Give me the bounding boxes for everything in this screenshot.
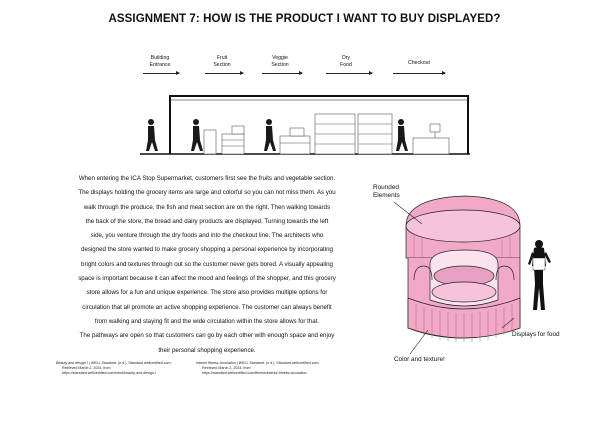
paragraph-line: circulation that all promote an active shopping experience. The customer can always benefit — [82, 303, 332, 311]
paragraph-line: When entering the ICA Stop Supermarket, customers first see the fruits and vegetable section. — [78, 175, 336, 182]
reference-retrieved: Retrieved March 2, 2024, from — [202, 366, 251, 371]
flow-arrow — [205, 73, 243, 74]
flow-arrow — [326, 73, 372, 74]
paragraph-line: side, you venture through the dry foods and into the checkout line. The architects who — [90, 232, 324, 240]
reference-retrieved: Retrieved March 2, 2024, from — [62, 366, 111, 371]
paragraph-line: The pathways are open so that customers can go by each other with enough space and enjoy — [79, 332, 335, 340]
flow-arrow — [143, 73, 179, 74]
paragraph-line: store allows for a fun and unique experience. The store also provides multiple options for — [86, 289, 328, 297]
reference-source: (n.d.). Standard.wellcertified.com. — [264, 361, 320, 365]
reference-title: Beauty and design I | WELL Standard. — [56, 361, 118, 365]
paragraph-line: their personal shopping experience. — [158, 346, 256, 354]
stage-label-fruit-section: Fruit Section — [213, 55, 231, 68]
stage-label-building-entrance: Building Entrance — [149, 55, 171, 68]
reference-url[interactable]: https://standard.wellcertified.com/mind/beauty-and-design-i — [62, 371, 156, 376]
store-section-drawing — [140, 88, 470, 163]
display-unit-drawing — [370, 180, 570, 370]
callout-color-and-texture: Color and texture! — [394, 356, 445, 363]
reference-url[interactable]: https://standard.wellcertified.com/fitness/interior-fitness-circulation — [202, 371, 307, 376]
callout-displays-for-food: Displays for food — [512, 331, 560, 338]
reference-fitness-circulation — [196, 361, 320, 377]
reference-beauty-design — [56, 361, 172, 377]
paragraph-line: the back of the store, the bread and dairy products are displayed. Turning towards the left — [85, 217, 329, 225]
stage-label-dry-food: Dry Food — [340, 55, 352, 68]
paragraph-line: bright colors and textures through out so the customer never gets bored. A visually appealing — [81, 260, 333, 268]
person-figure — [528, 240, 551, 310]
paragraph-line: designed the store wanted to make grocery shopping a personal experience by incorporating — [81, 246, 333, 254]
page-title: ASSIGNMENT 7: HOW IS THE PRODUCT I WANT TO BUY DISPLAYED? — [108, 13, 501, 25]
paragraph-line: space is important because it can affect the mood and feelings of the shopper, and this grocery — [78, 275, 336, 283]
stage-label-veggie-section: Veggie Section — [271, 55, 289, 68]
stage-label-checkout: Checkout — [408, 60, 430, 66]
description-paragraph — [54, 172, 360, 358]
reference-source: (n.d.). Standard.wellcertified.com. — [117, 361, 172, 365]
flow-arrow — [393, 73, 445, 74]
paragraph-line: from walking and staying fit and the wide circulation within the store allows for that. — [94, 317, 320, 325]
flow-arrow — [262, 73, 302, 74]
callout-rounded-elements: Rounded Elements — [373, 184, 400, 199]
reference-title: Interior fitness circulation | WELL Standard. — [196, 361, 265, 365]
paragraph-line: walk through the produce, the fish and meat section are on the right. Then walking towards — [83, 203, 331, 211]
paragraph-line: The displays holding the grocery items are large and colorful so you can not miss them. As you — [78, 189, 336, 197]
